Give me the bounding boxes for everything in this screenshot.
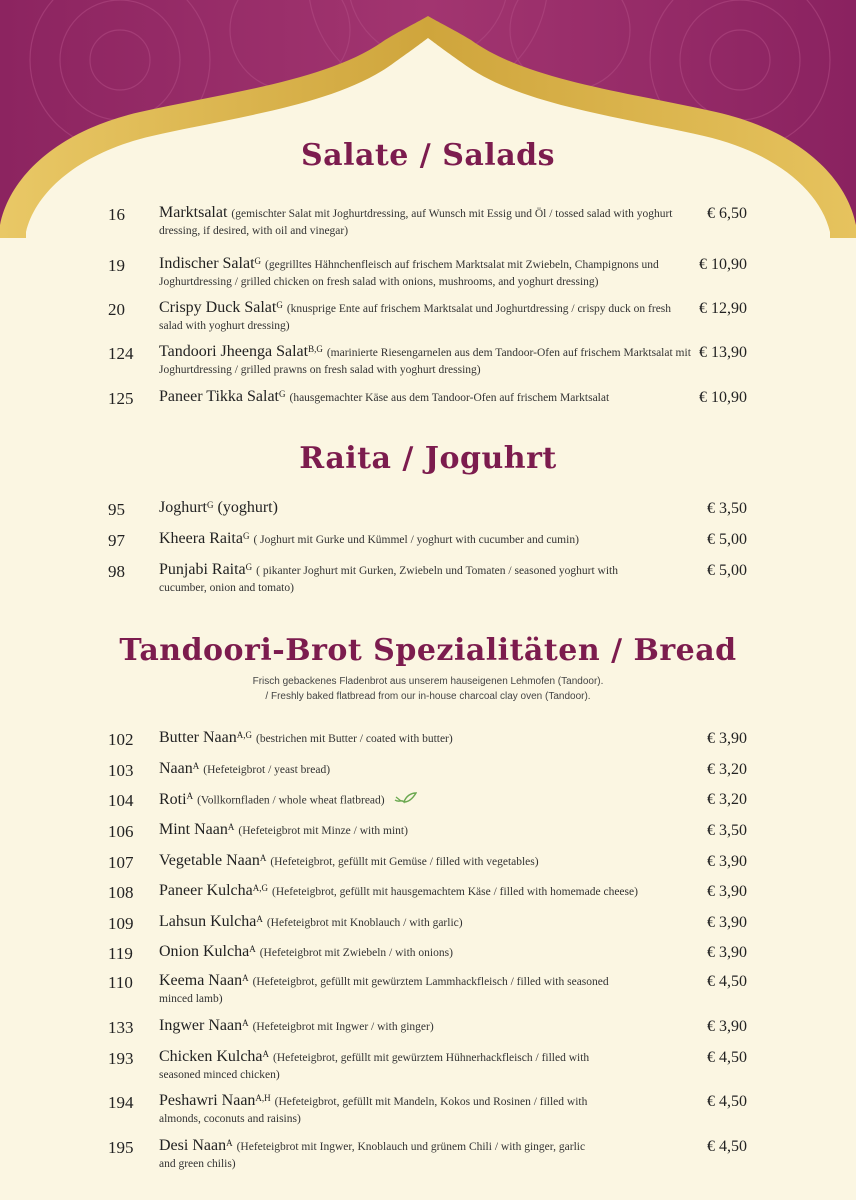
item-description [159, 761, 694, 778]
item-price: € 10,90 [699, 389, 747, 406]
item-number: 133 [108, 1018, 134, 1037]
vegan-leaf-icon [393, 791, 417, 809]
item-number: 97 [108, 531, 125, 550]
item-price: € 3,20 [707, 761, 747, 778]
item-note: (gegrilltes Hähnchenfleisch auf frischem Marktsalat mit Zwiebeln, Champignons und Joghurtdressing / grilled chicken on fresh salad with onions, mushrooms, and yoghurt dressing) [159, 259, 659, 288]
item-description [159, 500, 694, 516]
item-number: 194 [108, 1093, 134, 1112]
allergen-code: A [242, 973, 249, 983]
item-description [159, 1093, 629, 1127]
item-name: Paneer Kulcha [159, 882, 253, 899]
item-number: 20 [108, 300, 125, 319]
item-number: 19 [108, 256, 125, 275]
item-price: € 10,90 [699, 256, 747, 273]
item-note: (Hefeteigbrot, gefüllt mit gewürztem Hühnerhackfleisch / filled with seasoned minced chicken) [159, 1052, 590, 1081]
item-note: (Hefeteigbrot mit Ingwer / with ginger) [252, 1021, 434, 1033]
item-number: 195 [108, 1138, 134, 1157]
item-note: (hausgemachter Käse aus dem Tandoor-Ofen auf frischem Marktsalat [289, 392, 610, 404]
item-name: Chicken Kulcha [159, 1048, 263, 1065]
item-price: € 3,90 [707, 730, 747, 747]
item-name: Ingwer Naan [159, 1017, 243, 1034]
item-description [159, 531, 694, 548]
item-price: € 4,50 [707, 1093, 747, 1110]
bread-intro-de: Frisch gebackenes Fladenbrot aus unserem hauseigenen Lehmofen (Tandoor). [252, 676, 604, 687]
item-price: € 5,00 [707, 562, 747, 579]
item-description [159, 973, 609, 1007]
allergen-code: A,G [236, 730, 252, 740]
item-name: Desi Naan [159, 1137, 227, 1154]
item-note: (Hefeteigbrot, gefüllt mit hausgemachtem Käse / filled with homemade cheese) [271, 886, 638, 898]
item-note: (gemischter Salat mit Joghurtdressing, auf Wunsch mit Essig und Öl / tossed salad with yoghurt dressing, if desired, with oil and vinegar) [159, 208, 673, 237]
item-name: Tandoori Jheenga Salat [159, 343, 309, 360]
item-note: ( Joghurt mit Gurke und Kümmel / yoghurt with cucumber and cumin) [253, 534, 579, 546]
item-number: 124 [108, 344, 134, 363]
allergen-code: A [249, 944, 256, 954]
item-description [159, 1018, 694, 1035]
item-description [159, 1049, 629, 1083]
allergen-code: G [245, 562, 253, 572]
item-price: € 3,50 [707, 500, 747, 517]
item-name: Lahsun Kulcha [159, 913, 257, 930]
item-note: (Hefeteigbrot, gefüllt mit gewürztem Lammhackfleisch / filled with seasoned minced lamb) [159, 976, 609, 1005]
item-name: Vegetable Naan [159, 852, 260, 869]
item-description [159, 914, 694, 931]
allergen-code: A [226, 1138, 233, 1148]
item-description [159, 256, 694, 290]
item-price: € 3,90 [707, 1018, 747, 1035]
item-description [159, 822, 694, 839]
allergen-code: G [242, 531, 250, 541]
allergen-code: A [259, 853, 267, 863]
item-number: 103 [108, 761, 134, 780]
item-name: Indischer Salat [159, 255, 255, 272]
item-note: (Hefeteigbrot mit Ingwer, Knoblauch und grünem Chili / with ginger, garlic and green chilis) [159, 1141, 586, 1170]
item-note: (marinierte Riesengarnelen aus dem Tandoor-Ofen auf frischem Marktsalat mit Joghurtdressing / grilled prawns on fresh salad with yoghurt dressing) [159, 347, 691, 376]
item-number: 102 [108, 730, 134, 749]
item-name: Kheera Raita [159, 530, 243, 547]
item-name: Peshawri Naan [159, 1092, 256, 1109]
item-name: Paneer Tikka Salat [159, 388, 279, 405]
item-price: € 13,90 [699, 344, 747, 361]
item-price: € 3,50 [707, 822, 747, 839]
allergen-code: G [276, 300, 283, 310]
item-name: Mint Naan [159, 821, 228, 838]
item-number: 193 [108, 1049, 134, 1068]
item-description [159, 883, 694, 900]
item-description [159, 853, 694, 870]
allergen-code: A [242, 1018, 249, 1028]
bread-title: Tandoori-Brot Spezialitäten / Bread [119, 633, 737, 668]
allergen-code: G [207, 500, 214, 510]
item-number: 104 [108, 791, 134, 810]
allergen-code: A,G [252, 883, 268, 893]
item-note: (yoghurt) [217, 499, 278, 516]
item-note: (Vollkornfladen / whole wheat flatbread) [197, 794, 385, 807]
item-number: 119 [108, 944, 133, 963]
item-name: Punjabi Raita [159, 561, 246, 578]
item-note: (bestrichen mit Butter / coated with butter) [256, 733, 453, 745]
item-price: € 3,20 [707, 791, 747, 808]
item-price: € 6,50 [707, 205, 747, 222]
bread-intro-en: / Freshly baked flatbread from our in-house charcoal clay oven (Tandoor). [265, 691, 591, 702]
item-note: (Hefeteigbrot / yeast bread) [203, 764, 331, 776]
allergen-code: A [192, 761, 200, 771]
item-number: 16 [108, 205, 125, 224]
item-price: € 4,50 [707, 973, 747, 990]
item-number: 107 [108, 853, 134, 872]
item-note: (Hefeteigbrot, gefüllt mit Mandeln, Kokos und Rosinen / filled with almonds, coconuts and raisins) [159, 1096, 588, 1125]
allergen-code: A [256, 914, 263, 924]
item-price: € 4,50 [707, 1138, 747, 1155]
item-price: € 3,90 [707, 883, 747, 900]
item-description [159, 730, 694, 747]
item-price: € 3,90 [707, 853, 747, 870]
item-name: Roti [159, 790, 187, 808]
item-number: 125 [108, 389, 134, 408]
item-name: Onion Kulcha [159, 943, 250, 960]
item-number: 98 [108, 562, 125, 581]
item-description [159, 389, 694, 406]
item-price: € 3,90 [707, 914, 747, 931]
item-number: 110 [108, 973, 133, 992]
item-number: 106 [108, 822, 134, 841]
raita-title: Raita / Joguhrt [299, 441, 557, 476]
item-name: Keema Naan [159, 972, 243, 989]
item-description [159, 562, 639, 596]
item-price: € 4,50 [707, 1049, 747, 1066]
item-name: Crispy Duck Salat [159, 299, 277, 316]
item-name: Joghurt [159, 499, 207, 516]
item-note: (Hefeteigbrot, gefüllt mit Gemüse / filled with vegetables) [270, 856, 539, 868]
item-price: € 3,90 [707, 944, 747, 961]
allergen-code: A [186, 791, 194, 801]
item-name: Butter Naan [159, 729, 237, 746]
item-note: (knusprige Ente auf frischem Marktsalat und Joghurtdressing / crispy duck on fresh salad with yoghurt dressing) [159, 303, 672, 332]
item-description [159, 300, 694, 334]
item-name: Marktsalat [159, 204, 228, 221]
allergen-code: B,G [308, 344, 323, 354]
item-description [159, 1138, 599, 1172]
item-price: € 5,00 [707, 531, 747, 548]
allergen-code: G [279, 389, 286, 399]
salads-title: Salate / Salads [300, 138, 556, 173]
item-number: 95 [108, 500, 125, 519]
item-note: (Hefeteigbrot mit Minze / with mint) [238, 825, 408, 837]
allergen-code: A,H [255, 1093, 271, 1103]
item-description [159, 791, 694, 809]
item-description [159, 944, 694, 961]
allergen-code: A [262, 1049, 270, 1059]
item-description [159, 205, 694, 239]
item-description [159, 344, 694, 378]
item-number: 108 [108, 883, 134, 902]
item-name: Naan [159, 760, 193, 777]
allergen-code: G [254, 256, 262, 266]
item-note: (Hefeteigbrot mit Zwiebeln / with onions) [259, 947, 453, 959]
item-number: 109 [108, 914, 134, 933]
allergen-code: A [227, 822, 235, 832]
item-note: ( pikanter Joghurt mit Gurken, Zwiebeln und Tomaten / seasoned yoghurt with cucumber, onion and tomato) [159, 565, 618, 594]
item-note: (Hefeteigbrot mit Knoblauch / with garlic) [266, 917, 463, 929]
item-price: € 12,90 [699, 300, 747, 317]
